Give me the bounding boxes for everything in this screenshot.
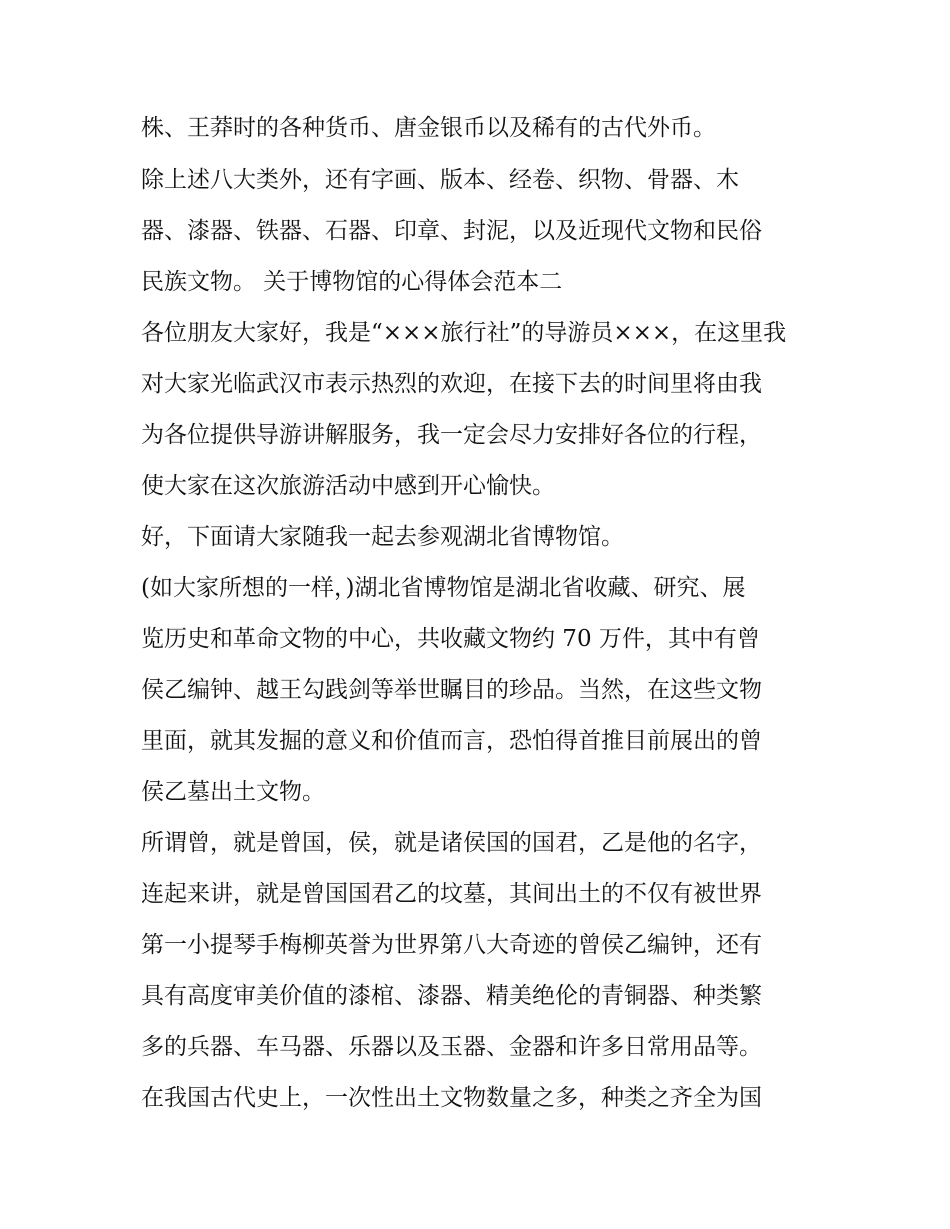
text-line: 株、王莽时的各种货币、唐金银币以及稀有的古代外币。: [141, 115, 716, 141]
text-line: 多的兵器、车马器、乐器以及玉器、金器和许多日常用品等。: [141, 1034, 762, 1060]
text-line: 除上述八大类外，还有字画、版本、经卷、织物、骨器、木: [141, 167, 739, 193]
text-line: 好，下面请大家随我一起去参观湖北省博物馆。: [141, 524, 624, 550]
text-line: 在我国古代史上，一次性出土文物数量之多，种类之齐全为国: [141, 1085, 762, 1111]
text-line: 具有高度审美价值的漆棺、漆器、精美绝伦的青铜器、种类繁: [141, 983, 762, 1009]
text-line: 第一小提琴手梅柳英誉为世界第八大奇迹的曾侯乙编钟，还有: [141, 932, 762, 958]
text-line: 连起来讲，就是曾国国君乙的坟墓，其间出土的不仅有被世界: [141, 881, 762, 907]
text-line: 对大家光临武汉市表示热烈的欢迎，在接下去的时间里将由我: [141, 371, 762, 397]
text-line: 各位朋友大家好，我是“×××旅行社”的导游员×××，在这里我: [141, 320, 787, 346]
text-line: 为各位提供导游讲解服务，我一定会尽力安排好各位的行程，: [141, 422, 762, 448]
text-line: 里面，就其发掘的意义和价值而言，恐怕得首推目前展出的曾: [141, 728, 762, 754]
text-line: 侯乙编钟、越王勾践剑等举世瞩目的珍品。当然，在这些文物: [141, 677, 762, 703]
text-line: 器、漆器、铁器、石器、印章、封泥，以及近现代文物和民俗: [141, 218, 762, 244]
text-line: 使大家在这次旅游活动中感到开心愉快。: [141, 473, 555, 499]
text-line: 侯乙墓出土文物。: [141, 779, 325, 805]
text-line: 民族文物。 关于博物馆的心得体会范本二: [141, 269, 563, 295]
text-line: 览历史和革命文物的中心，共收藏文物约 70 万件，其中有曾: [141, 626, 760, 652]
text-line: (如大家所想的一样，)湖北省博物馆是湖北省收藏、研究、展: [141, 575, 746, 601]
text-line: 所谓曾，就是曾国，侯，就是诸侯国的国君，乙是他的名字，: [141, 830, 762, 856]
